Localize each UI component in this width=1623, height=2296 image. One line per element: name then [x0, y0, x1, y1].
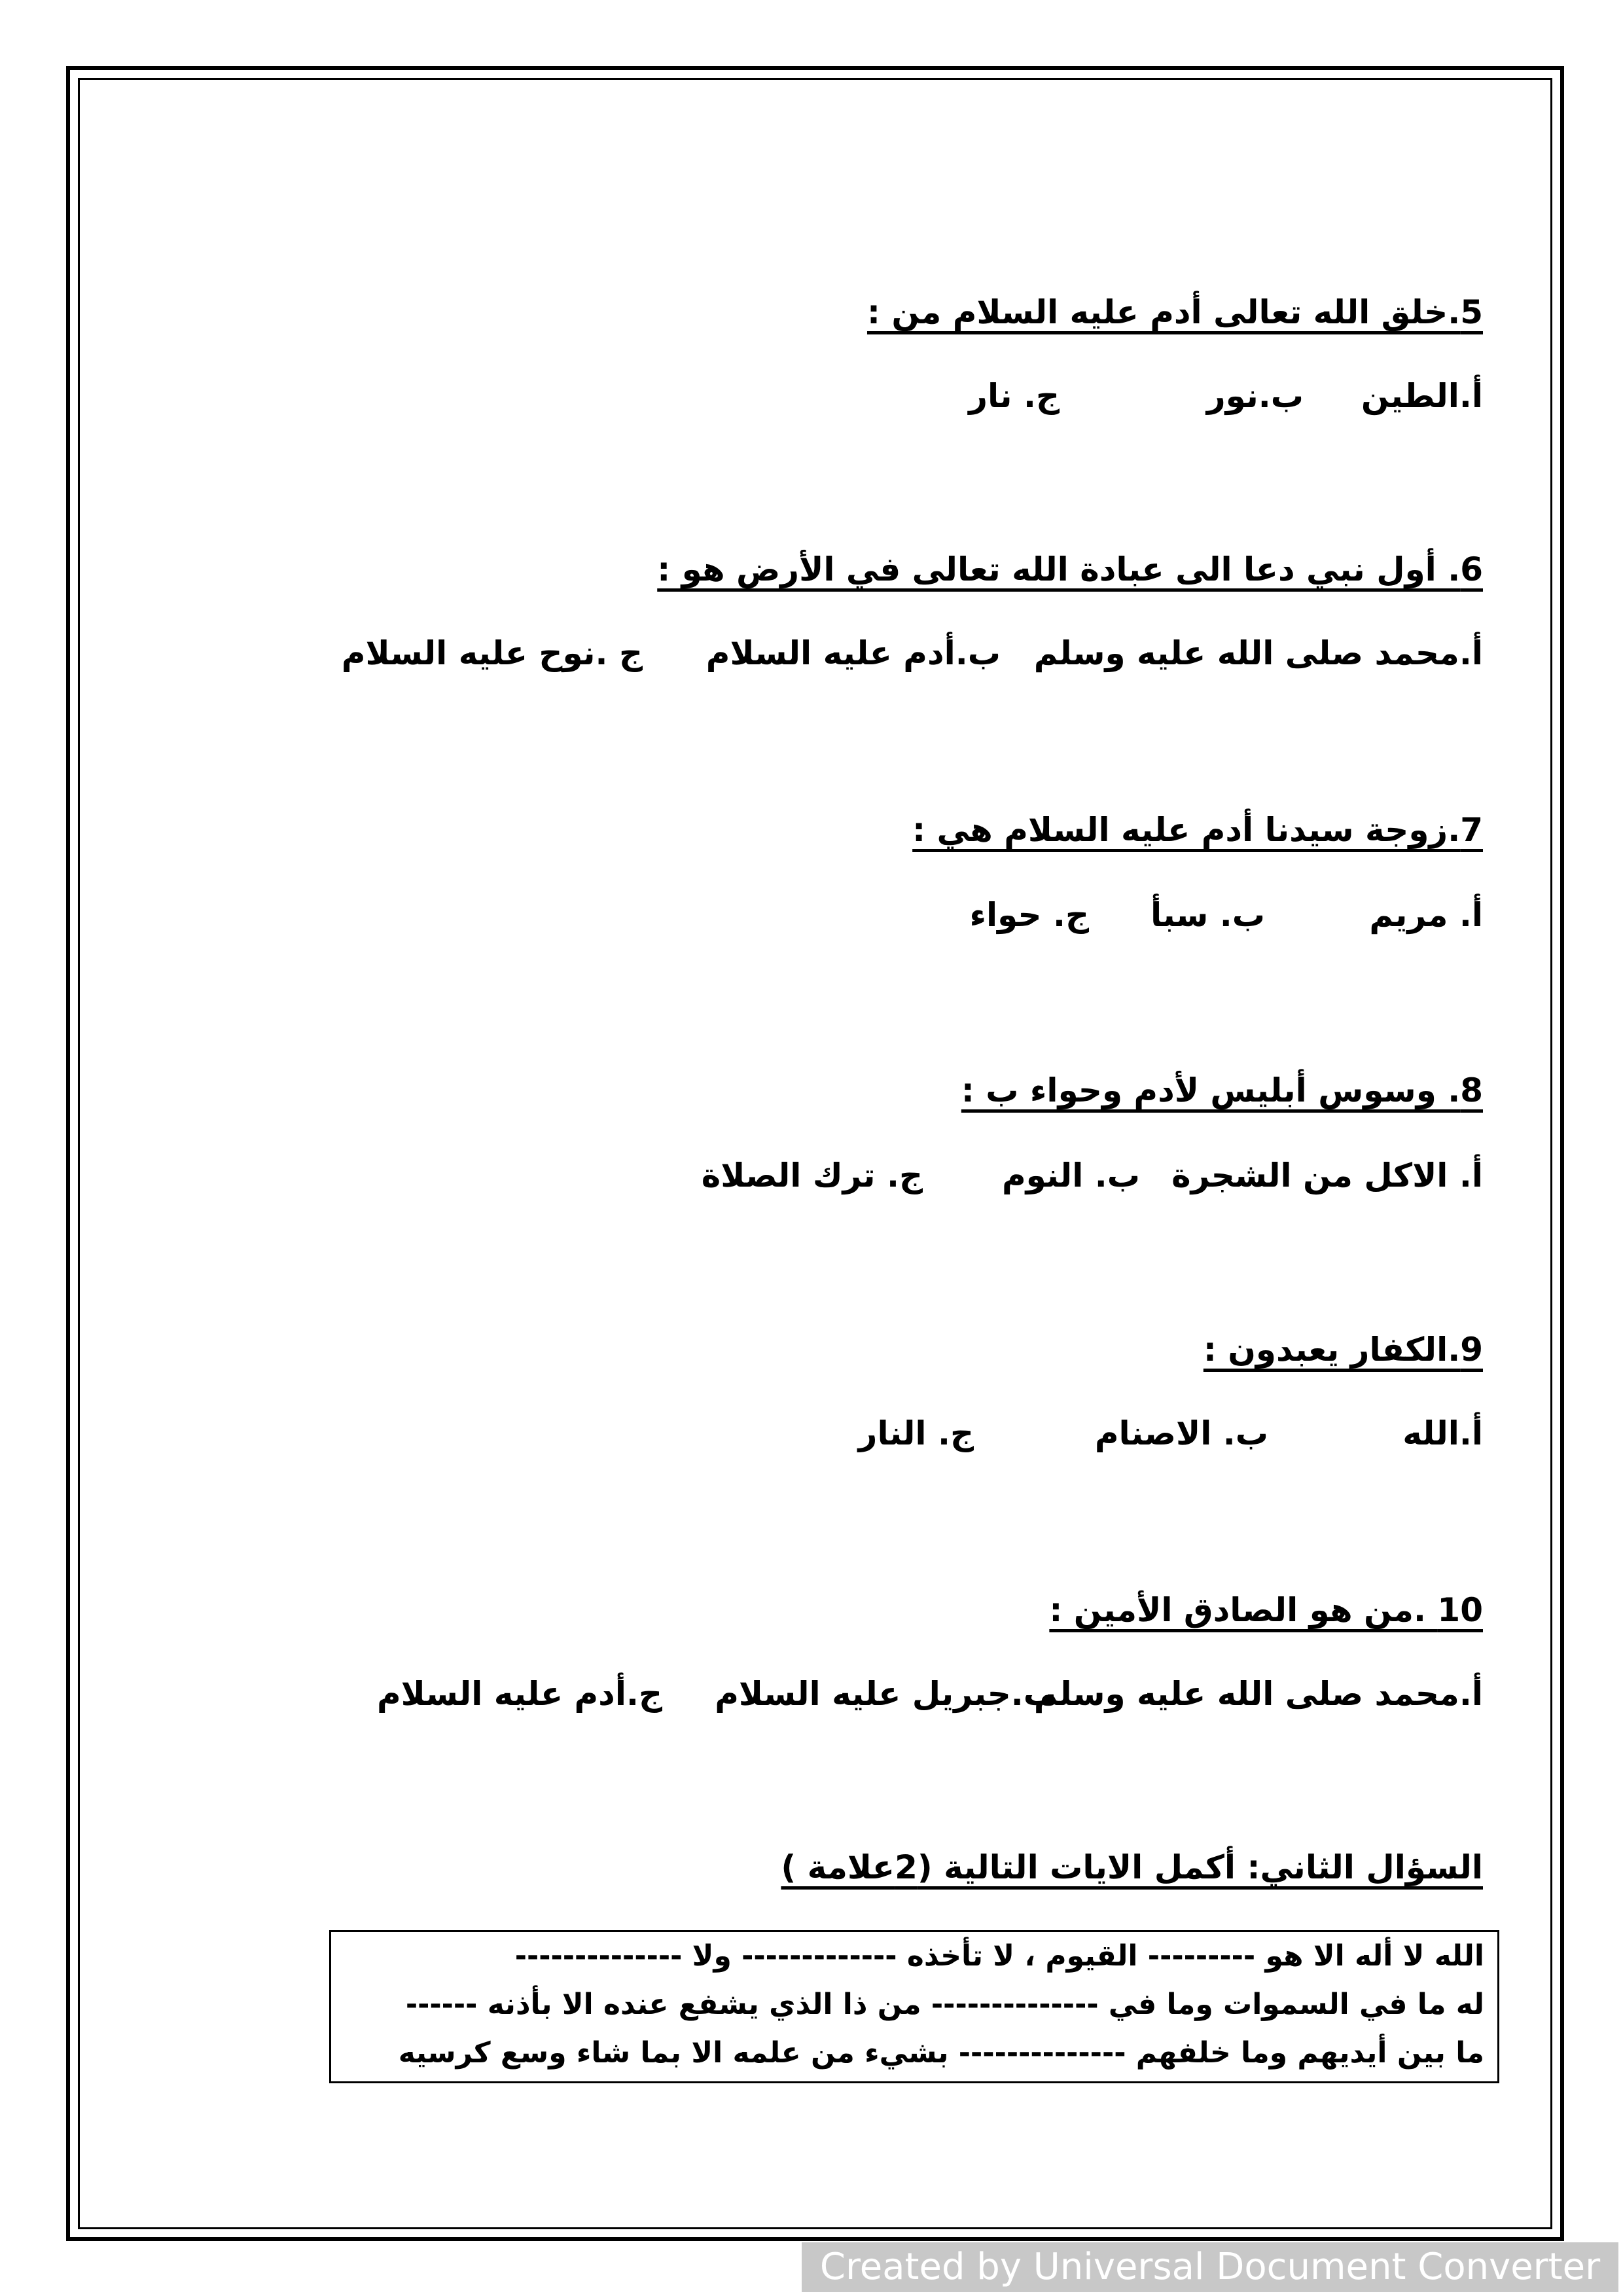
- q10-option-b: ب.جبريل عليه السلام: [715, 1675, 1056, 1713]
- question-5-title: 5.خلق الله تعالى أدم عليه السلام من :: [866, 293, 1483, 331]
- q5-option-c: ج. نار: [969, 377, 1060, 415]
- q10-option-c: ج.أدم عليه السلام: [377, 1675, 662, 1713]
- q6-option-b: ب.أدم عليه السلام: [705, 634, 1001, 672]
- question-8-title: 8. وسوس أبليس لأدم وحواء ب :: [961, 1071, 1483, 1109]
- q7-option-c: ج. حواء: [969, 896, 1089, 934]
- verse-line-1: الله لا أله الا هو --------- القيوم ، لا تأخذه ------------- ولا --------------: [514, 1939, 1484, 1973]
- page-border-inner: [78, 78, 1552, 2229]
- q7-option-b: ب. سبأ: [1150, 896, 1265, 934]
- verse-line-3: ما بين أيديهم وما خلفهم -------------- بشيء من علمه الا بما شاء وسع كرسيه: [398, 2036, 1484, 2070]
- verse-line-2: له ما في السموات وما في -------------- من ذا الذي يشفع عنده الا بأذنه ------: [405, 1988, 1484, 2021]
- q6-option-a: أ.محمد صلى الله عليه وسلم: [1033, 634, 1483, 672]
- q9-option-a: أ.الله: [1402, 1414, 1483, 1452]
- q7-option-a: أ. مريم: [1369, 896, 1483, 934]
- q5-option-a: أ.الطين: [1361, 377, 1483, 415]
- verse-completion-box: [329, 1930, 1499, 2083]
- q8-option-b: ب. النوم: [1002, 1157, 1140, 1194]
- question-6-title: 6. أول نبي دعا الى عبادة الله تعالى في الأرض هو :: [657, 550, 1483, 588]
- question-7-title: 7.زوجة سيدنا أدم عليه السلام هي :: [912, 811, 1483, 849]
- question-10-title: 10 .من هو الصادق الأمين :: [1049, 1591, 1483, 1629]
- q6-option-c: ج .نوح عليه السلام: [341, 634, 643, 672]
- q9-option-b: ب. الاصنام: [1094, 1414, 1268, 1452]
- q8-option-c: ج. ترك الصلاة: [701, 1157, 923, 1194]
- watermark: Created by Universal Document Converter: [802, 2242, 1618, 2292]
- q5-option-b: ب.نور: [1206, 377, 1304, 415]
- q10-option-a: أ.محمد صلى الله عليه وسلم: [1033, 1675, 1483, 1713]
- q9-option-c: ج. النار: [858, 1414, 974, 1452]
- section-2-title: السؤال الثاني: أكمل الايات التالية (2علامة ): [781, 1848, 1483, 1886]
- q8-option-a: أ. الاكل من الشجرة: [1171, 1157, 1483, 1194]
- question-9-title: 9.الكفار يعبدون :: [1203, 1331, 1483, 1369]
